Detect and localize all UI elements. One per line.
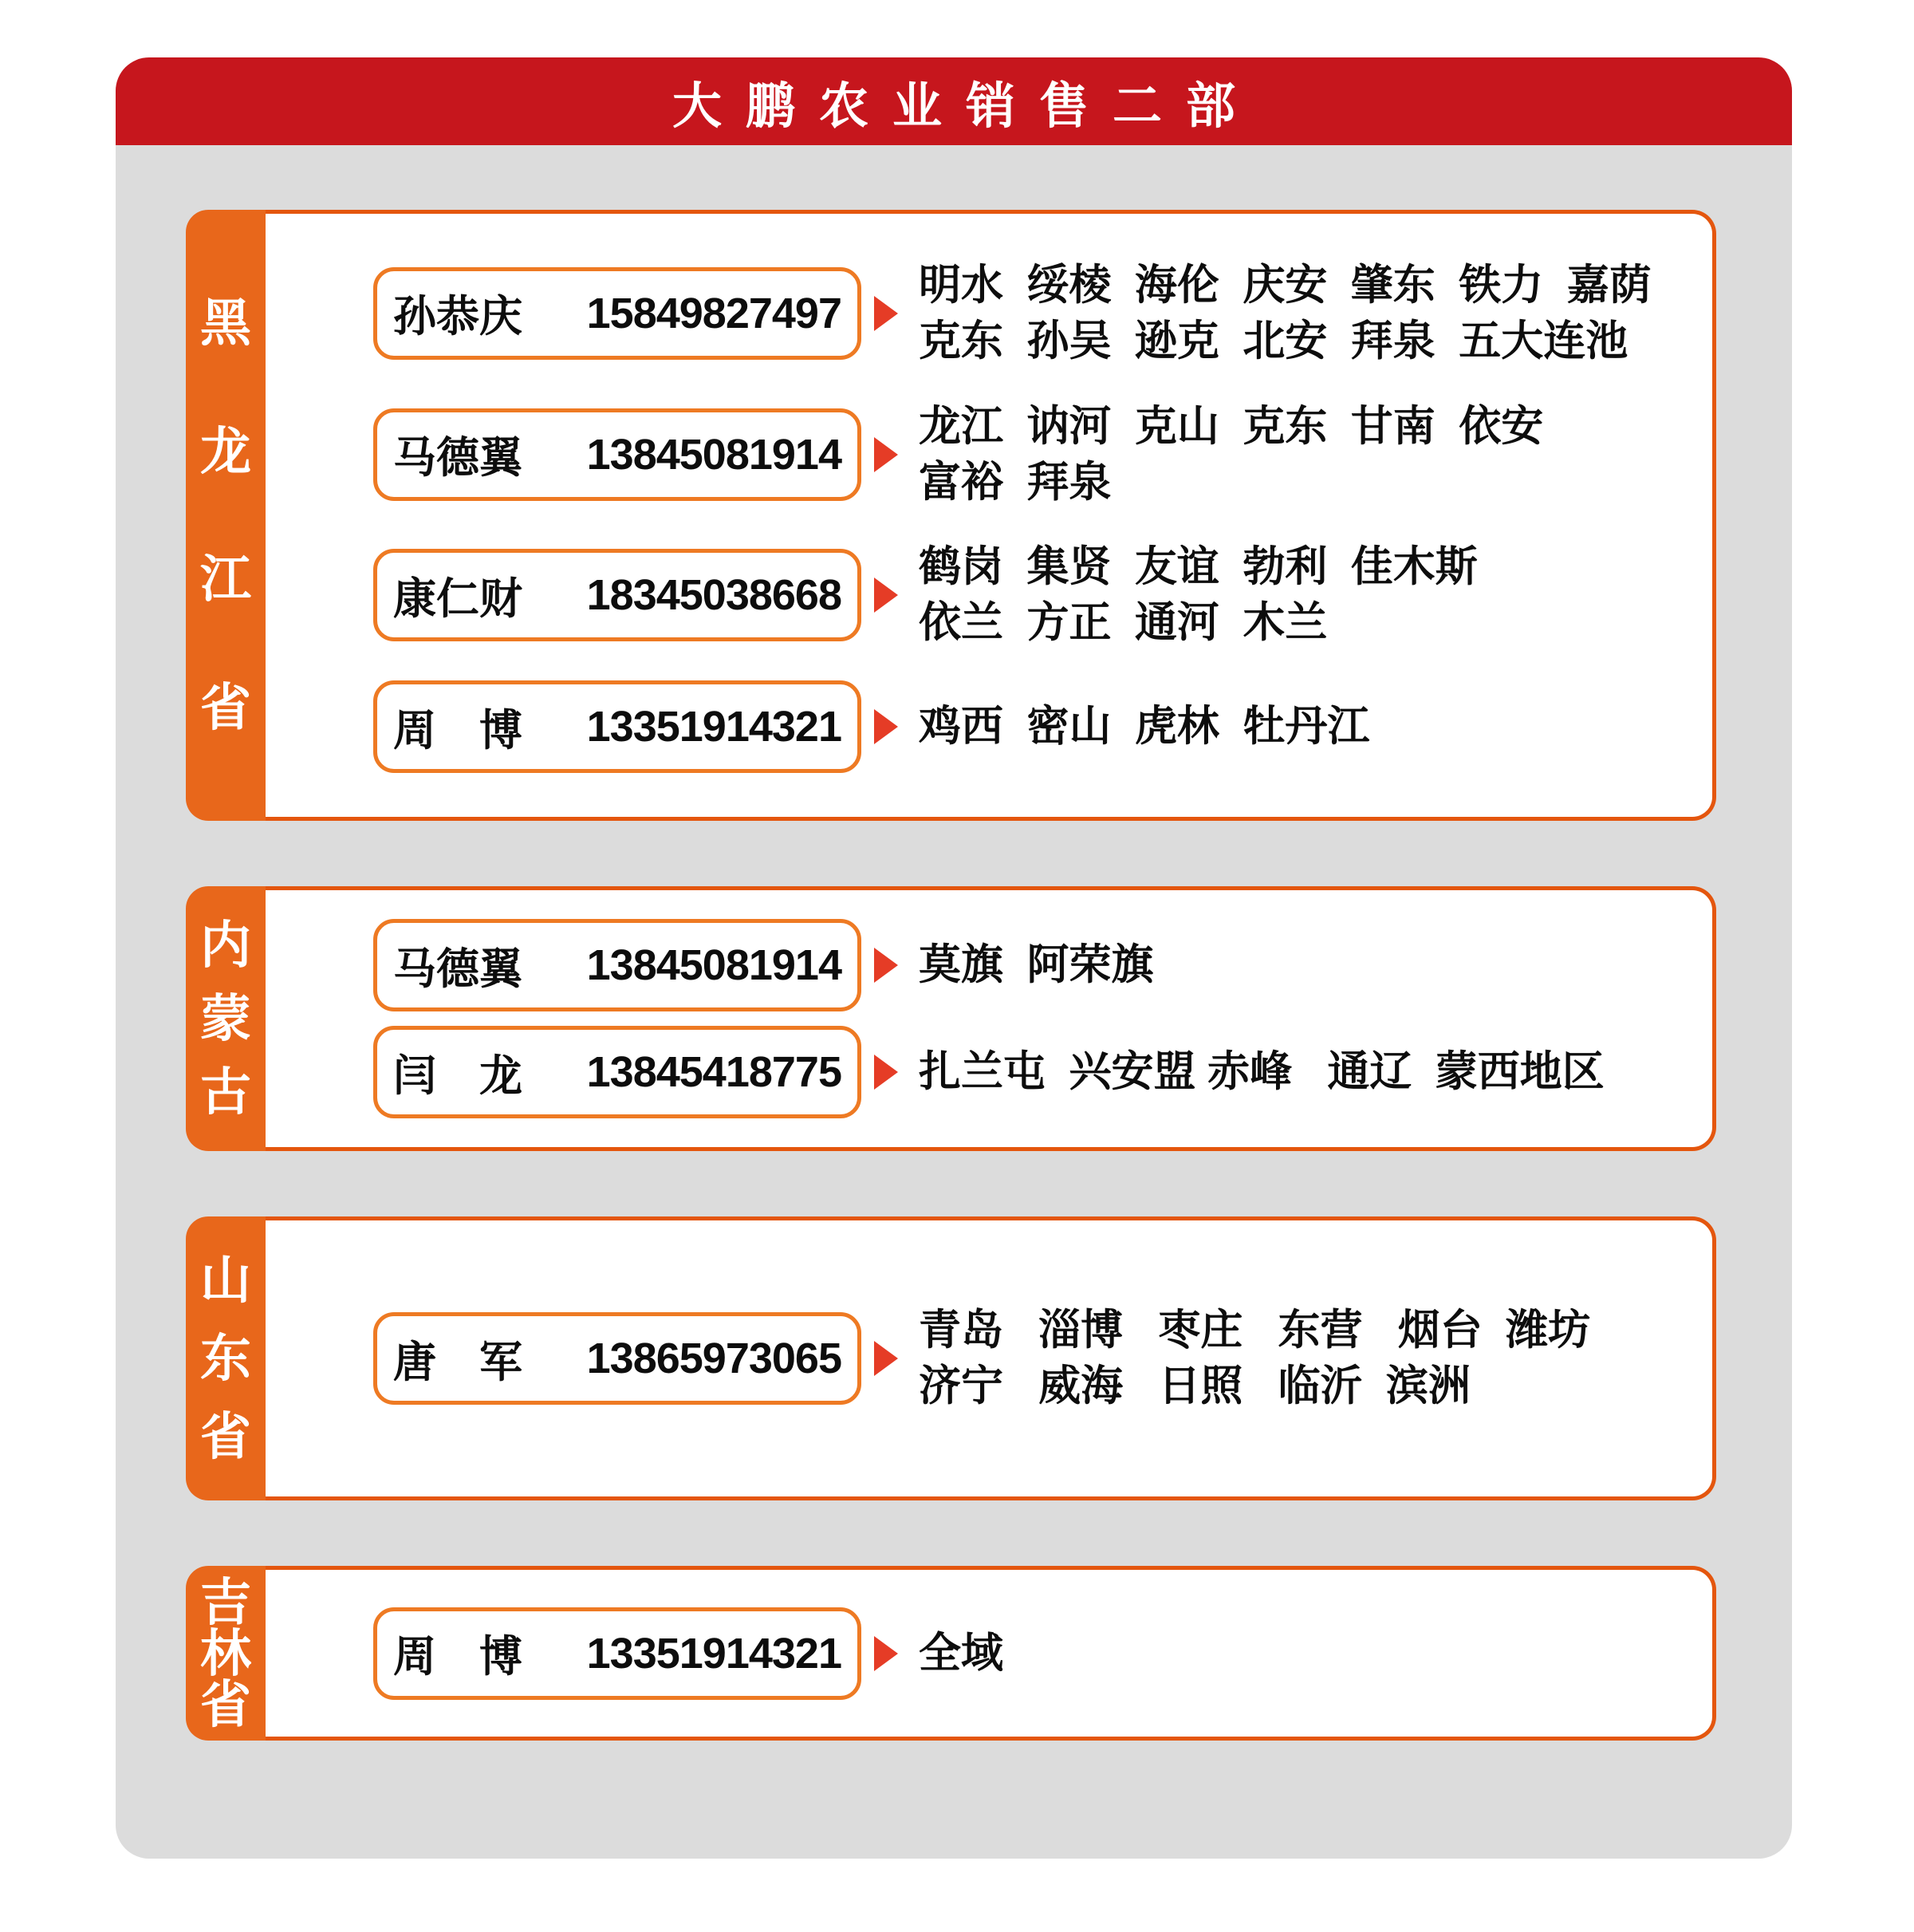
region-list <box>919 1044 1605 1100</box>
page-title: 大鹏农业销售二部 <box>671 78 1259 134</box>
arrow-right-icon <box>874 296 898 331</box>
province-label-char: 省 <box>200 678 251 736</box>
province-tab <box>186 1216 266 1500</box>
region-line: 鹤岗 集贤 友谊 勃利 佳木斯 <box>919 543 1478 591</box>
contact-row <box>373 539 1688 651</box>
contact-phone: 13845418775 <box>586 1048 841 1096</box>
contact-row <box>373 1303 1688 1414</box>
contact-phone: 13845081914 <box>586 941 841 989</box>
contact-name: 唐 军 <box>393 1338 522 1386</box>
region-line: 青岛 淄博 枣庄 东营 烟台 潍坊 <box>919 1307 1591 1354</box>
province-label-char: 东 <box>200 1330 251 1387</box>
arrow-right-icon <box>874 1341 898 1376</box>
region-line: 富裕 拜泉 <box>919 458 1112 506</box>
contact-name: 马德翼 <box>393 434 522 483</box>
province-label-char: 蒙 <box>200 990 251 1047</box>
province-label-char: 内 <box>200 917 251 974</box>
region-line: 鸡西 密山 虎林 牡丹江 <box>919 703 1370 751</box>
arrow-right-icon <box>874 1636 898 1671</box>
province-label-char: 省 <box>200 1408 251 1465</box>
region-line: 莫旗 阿荣旗 <box>919 941 1154 989</box>
province-label-char: 省 <box>200 1676 251 1733</box>
contact-card <box>373 919 861 1011</box>
province-label-char: 龙 <box>200 422 251 480</box>
contact-phone: 15849827497 <box>586 289 841 337</box>
province-label-char: 山 <box>200 1252 251 1309</box>
contact-name: 康仁财 <box>393 574 522 623</box>
province-section <box>186 210 1716 821</box>
province-panel <box>266 886 1716 1151</box>
region-list <box>919 1303 1590 1414</box>
arrow-right-icon <box>874 1055 898 1090</box>
contact-row <box>373 1607 1688 1700</box>
province-label-char: 吉 <box>200 1574 251 1631</box>
region-list <box>919 937 1153 993</box>
contact-name: 闫 龙 <box>393 1051 522 1100</box>
contact-name: 周 博 <box>393 706 522 755</box>
province-label-char: 江 <box>200 550 251 609</box>
contact-name: 孙恭庆 <box>393 293 522 341</box>
contact-card <box>373 267 861 360</box>
province-label-char: 古 <box>200 1063 251 1121</box>
arrow-right-icon <box>874 578 898 613</box>
province-section <box>186 1566 1716 1741</box>
province-panel <box>266 1566 1716 1741</box>
province-panel <box>266 210 1716 821</box>
arrow-right-icon <box>874 437 898 472</box>
contact-row <box>373 680 1688 773</box>
region-line: 明水 绥棱 海伦 庆安 肇东 铁力 嘉荫 <box>919 261 1652 309</box>
contact-name: 周 博 <box>393 1633 522 1681</box>
arrow-right-icon <box>874 709 898 744</box>
province-tab <box>186 1566 266 1741</box>
region-list <box>919 399 1543 511</box>
region-list <box>919 699 1369 755</box>
region-line: 克东 孙吴 逊克 北安 拜泉 五大连池 <box>919 317 1628 365</box>
contact-card <box>373 1607 861 1700</box>
contact-phone: 13351914321 <box>586 1629 841 1678</box>
province-tab <box>186 886 266 1151</box>
province-section <box>186 1216 1716 1500</box>
contact-card <box>373 408 861 501</box>
region-list <box>919 1626 1003 1682</box>
province-section <box>186 886 1716 1151</box>
contact-card <box>373 1026 861 1118</box>
province-label-char: 黑 <box>200 294 251 353</box>
province-tab <box>186 210 266 821</box>
contact-card <box>373 680 861 773</box>
contact-name: 马德翼 <box>393 944 522 993</box>
contact-card <box>373 1312 861 1405</box>
contact-row <box>373 919 1688 1011</box>
contact-phone: 13845081914 <box>586 430 841 479</box>
contact-phone: 13865973065 <box>586 1335 841 1382</box>
contact-row <box>373 1026 1688 1118</box>
contact-row <box>373 399 1688 511</box>
province-panel <box>266 1216 1716 1500</box>
region-line: 扎兰屯 兴安盟 赤峰 通辽 蒙西地区 <box>919 1048 1605 1096</box>
region-line: 全域 <box>919 1629 1003 1677</box>
region-line: 济宁 威海 日照 临沂 滨洲 <box>919 1362 1471 1410</box>
contact-row <box>373 258 1688 369</box>
region-line: 龙江 讷河 克山 克东 甘南 依安 <box>919 402 1544 450</box>
province-label-char: 林 <box>200 1625 251 1682</box>
contact-phone: 13351914321 <box>586 703 841 751</box>
region-list <box>919 539 1478 651</box>
arrow-right-icon <box>874 948 898 983</box>
contact-card <box>373 549 861 641</box>
board <box>116 57 1792 1859</box>
region-line: 依兰 方正 通河 木兰 <box>919 599 1328 647</box>
region-list <box>919 258 1652 369</box>
header-bar <box>116 57 1792 145</box>
contact-phone: 18345038668 <box>586 571 841 620</box>
